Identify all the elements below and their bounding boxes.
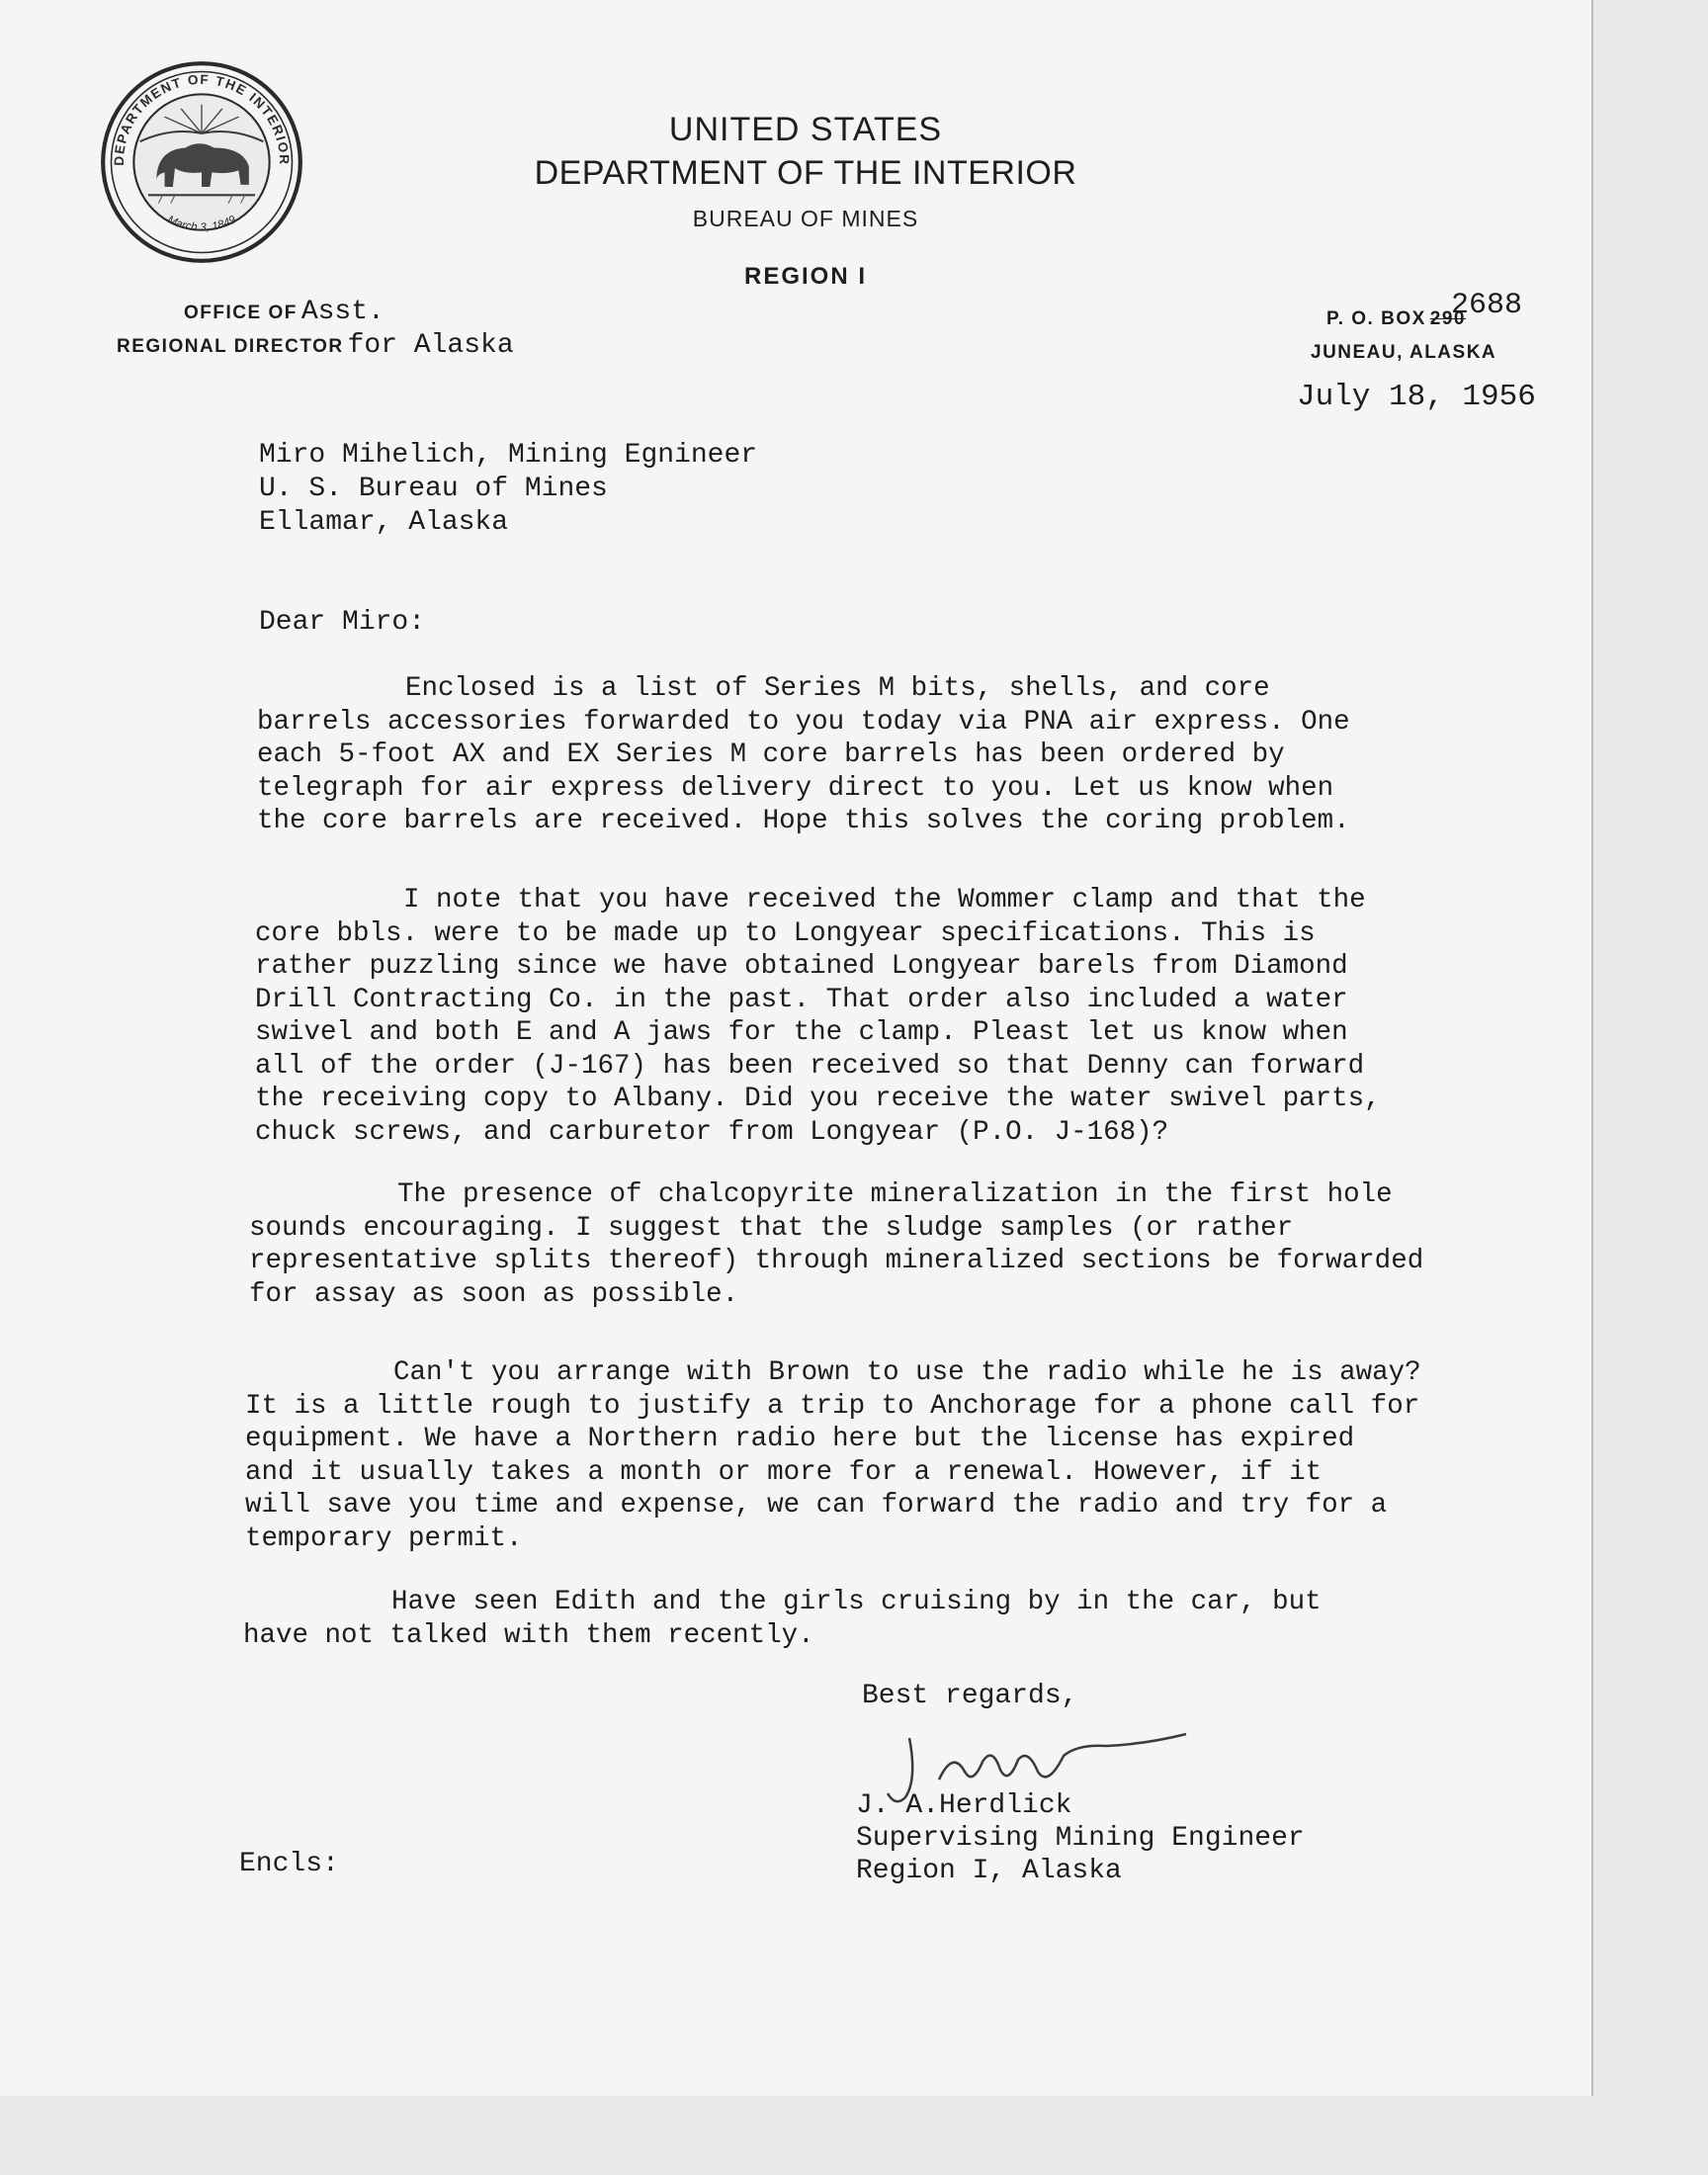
signature-block [856,1789,1305,1887]
paragraph-line: chuck screws, and carburetor from Longyear (P.O. J-168)? [255,1116,1169,1148]
paragraph-1 [257,672,1350,838]
paragraph-line: core bbls. were to be made up to Longyear specifications. This is [255,917,1316,949]
salutation: Dear Miro: [259,607,426,638]
paragraph-2 [255,884,1381,1149]
office-typed2: for Alaska [347,330,514,361]
paragraph-line: I note that you have received the Wommer clamp and that the [403,885,1366,915]
paragraph-line: Enclosed is a list of Series M bits, shells, and core [405,673,1270,704]
paragraph-line: the core barrels are received. Hope this solves the coring problem. [257,806,1350,836]
paragraph-line: sounds encouraging. I suggest that the sludge samples (or rather [249,1212,1294,1244]
paragraph-line: Drill Contracting Co. in the past. That order also included a water [255,984,1348,1015]
paragraph-line: swivel and both E and A jaws for the clamp. Pleast let us know when [255,1017,1348,1048]
letterhead-line1: UNITED STATES [668,111,943,148]
signer-name: J. A.Herdlick [856,1790,1072,1821]
recipient-address [259,439,757,540]
paragraph-line: It is a little rough to justify a trip to Anchorage for a phone call for [245,1390,1420,1422]
signer-title: Supervising Mining Engineer [856,1823,1305,1854]
letter-date: July 18, 1956 [1297,380,1536,414]
paragraph-line: telegraph for air express delivery direct to you. Let us know when [257,772,1334,804]
paragraph-3 [249,1178,1423,1311]
recipient-line1: Miro Mihelich, Mining Egnineer [259,440,758,471]
paragraph-line: will save you time and expense, we can forward the radio and try for a [245,1490,1388,1521]
letterhead-region: REGION I [743,263,867,290]
paragraph-line: have not talked with them recently. [243,1619,814,1651]
paragraph-5 [243,1586,1322,1652]
recipient-line2: U. S. Bureau of Mines [259,474,608,504]
po-box-label: P. O. BOX [1326,308,1426,329]
return-city: JUNEAU, ALASKA [1311,342,1497,363]
svg-text:March 3, 1849: March 3, 1849 [165,214,238,234]
paragraph-line: the receiving copy to Albany. Did you receive the water swivel parts, [255,1084,1381,1114]
paragraph-line: Can't you arrange with Brown to use the radio while he is away? [393,1357,1421,1388]
po-box [1326,308,1466,330]
office-line1 [184,297,384,327]
recipient-line3: Ellamar, Alaska [259,507,509,538]
po-box-number: 2688 [1451,289,1523,322]
paragraph-line: The presence of chalcopyrite mineralization in the first hole [397,1179,1393,1210]
office-typed1: Asst. [300,297,384,327]
svg-text:DEPARTMENT OF THE INTERIOR: DEPARTMENT OF THE INTERIOR [111,71,293,166]
paragraph-line: rather puzzling since we have obtained Longyear barels from Diamond [255,951,1348,982]
paragraph-line: barrels accessories forwarded to you today via PNA air express. One [257,706,1350,738]
letterhead-line3: BUREAU OF MINES [692,206,919,231]
signer-region: Region I, Alaska [856,1856,1122,1886]
paragraph-line: representative splits thereof) through mineralized sections be forwarded [249,1246,1424,1276]
paragraph-line: Have seen Edith and the girls cruising by in the car, but [391,1587,1322,1617]
paragraph-line: and it usually takes a month or more for a renewal. However, if it [245,1456,1323,1488]
paragraph-4 [245,1356,1421,1555]
enclosures-note: Encls: [239,1849,339,1879]
office-prefix: OFFICE OF [184,303,298,323]
closing: Best regards, [862,1681,1078,1711]
paragraph-line: each 5-foot AX and EX Series M core barrels has been ordered by [257,740,1285,770]
office-line2 [117,330,514,361]
po-box-struck: 290 [1429,308,1466,329]
paragraph-line: for assay as soon as possible. [249,1278,739,1310]
paragraph-line: equipment. We have a Northern radio here but the license has expired [245,1424,1355,1454]
paragraph-line: all of the order (J-167) has been received so that Denny can forward [255,1050,1365,1082]
office-line2-prefix: REGIONAL DIRECTOR [117,336,344,357]
letterhead-line2: DEPARTMENT OF THE INTERIOR [534,154,1077,192]
paragraph-line: temporary permit. [245,1522,523,1554]
